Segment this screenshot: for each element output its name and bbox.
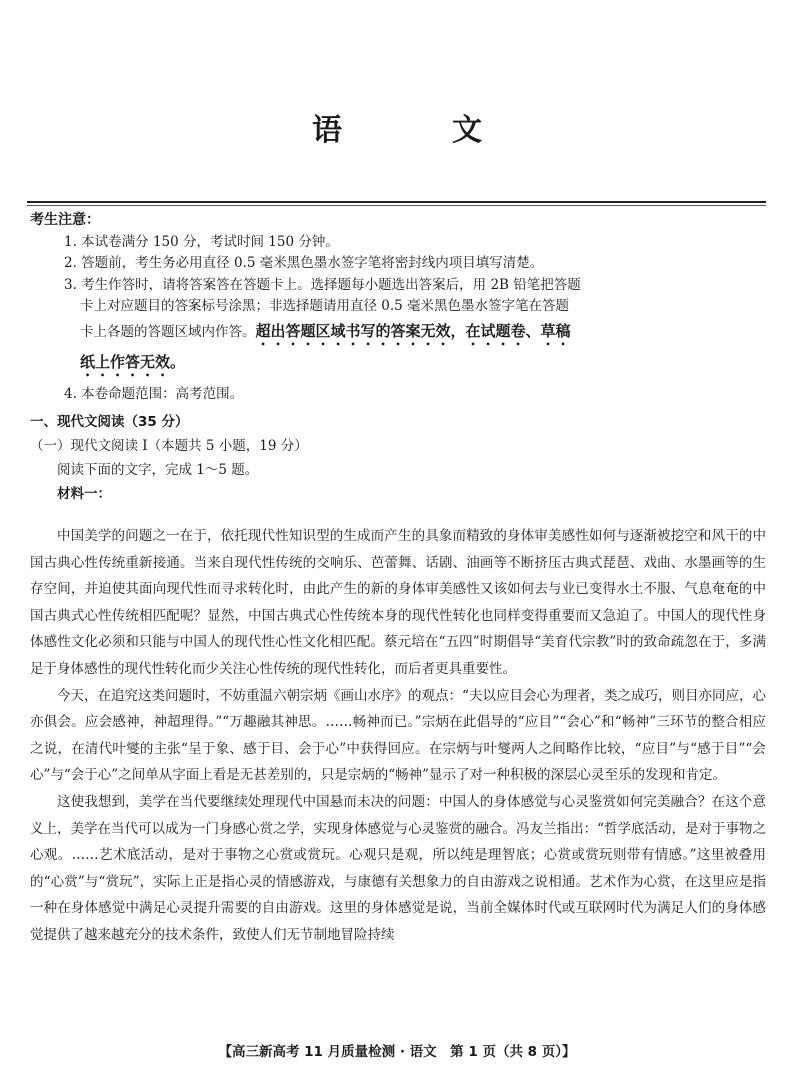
reading-passage: [30, 523, 766, 949]
reading-instruction: 阅读下面的文字，完成 1～5 题。: [57, 462, 259, 478]
part-one-heading: 一、现代文阅读（35 分）: [30, 414, 189, 430]
exam-notice: [30, 210, 760, 405]
subsection-heading: （一）现代文阅读 I（本题共 5 小题，19 分）: [30, 438, 308, 454]
notice-item-3-line-1: 3. 考生作答时，请将答案答在答题卡上。选择题每小题选出答案后，用 2B 铅笔把答题: [64, 276, 581, 293]
passage-paragraph-1: 中国美学的问题之一在于，依托现代性知识型的生成而产生的具象而精致的身体审美感性如何与逐渐被挖空和风干的中国古典心性传统重新接通。当来自现代性传统的交响乐、芭蕾舞、话剧、油画等不断挤压古典式琵琶、戏曲、水墨画等的生存空间，并迫使其面向现代性而寻求转化时，由此产生的新的身体审美感性又该如何去与业已变得水土不服、气息奄奄的中国古典式心性传统相匹配呢？显然，中国古典式心性传统本身的现代性转化也同样变得重要而又急迫了。中国人的现代性身体感性文化必须和只能与中国人的现代性心性文化相匹配。蔡元培在“五四”时期倡导“美育代宗教”时的致命疏忽在于，多满足于身体感性的现代性转化而少关注心性传统的现代性转化，而后者更具重要性。: [30, 528, 766, 677]
notice-item-3-line-3: [30, 318, 760, 349]
notice-emphasis-1: 超出答题区域书写的答案无效，在试题卷、草稿: [255, 321, 571, 340]
header-divider-thin: [27, 205, 766, 206]
notice-item-3-line-4: [30, 349, 760, 380]
header-divider-thick: [27, 201, 766, 203]
material-label: 材料一：: [57, 486, 111, 502]
section-heading: [30, 410, 765, 506]
passage-paragraph-3: 这使我想到，美学在当代要继续处理现代中国悬而未决的问题：中国人的身体感觉与心灵鉴赏如何完美融合？在这个意义上，美学在当代可以成为一门身感心赏之学，实现身体感觉与心灵鉴赏的融合。冯友兰指出：“哲学底活动，是对于事物之心观。……艺术底活动，是对于事物之心赏或赏玩。心观只是观，所以纯是理智底；心赏或赏玩则带有情感。”这里被叠用的“心赏”与“赏玩”，实际上正是指心灵的情感游戏，与康德有关想象力的自由游戏之说相通。艺术作为心赏，在这里应是指一种在身体感觉中满足心灵提升需要的自由游戏。这里的身体感觉是说，当前全媒体时代或互联网时代为满足人们的身体感觉提供了越来越充分的技术条件，致使人们无节制地冒险持续: [30, 793, 766, 943]
notice-heading: 考生注意：: [30, 212, 100, 228]
notice-item-4: 4. 本卷命题范围：高考范围。: [64, 385, 244, 402]
notice-emphasis-2: 纸上作答无效。: [80, 352, 186, 371]
page-footer: 【高三新高考 11 月质量检测 · 语文 第 1 页（共 8 页）】: [218, 1044, 576, 1060]
notice-item-3-line-2: 卡上对应题目的答案标号涂黑；非选择题请用直径 0.5 毫米黑色墨水签字笔在答题: [80, 298, 570, 314]
notice-item-3-text: 卡上各题的答题区域内作答。: [80, 323, 256, 340]
notice-item-1: 1. 本试卷满分 150 分，考试时间 150 分钟。: [64, 233, 339, 250]
notice-item-2: 2. 答题前，考生务必用直径 0.5 毫米黑色墨水签字笔将密封线内项目填写清楚。: [64, 255, 544, 271]
passage-paragraph-2: 今天，在追究这类问题时，不妨重温六朝宗炳《画山水序》的观点：“夫以应目会心为理者，类之成巧，则目亦同应，心亦俱会。应会感神，神超理得。”“万趣融其神思。……畅神而已。”宗炳在此倡导的“应目”“会心”和“畅神”三环节的整合相应之说，在清代叶燮的主张“呈于象、感于目、会于心”中获得回应。在宗炳与叶燮两人之间略作比较，“应目”与“感于目”“会心”与“会于心”之间单从字面上看是无甚差别的，只是宗炳的“畅神”显示了对一种积极的深层心灵至乐的发现和肯定。: [30, 687, 766, 784]
page-title: 语 文: [312, 113, 522, 148]
